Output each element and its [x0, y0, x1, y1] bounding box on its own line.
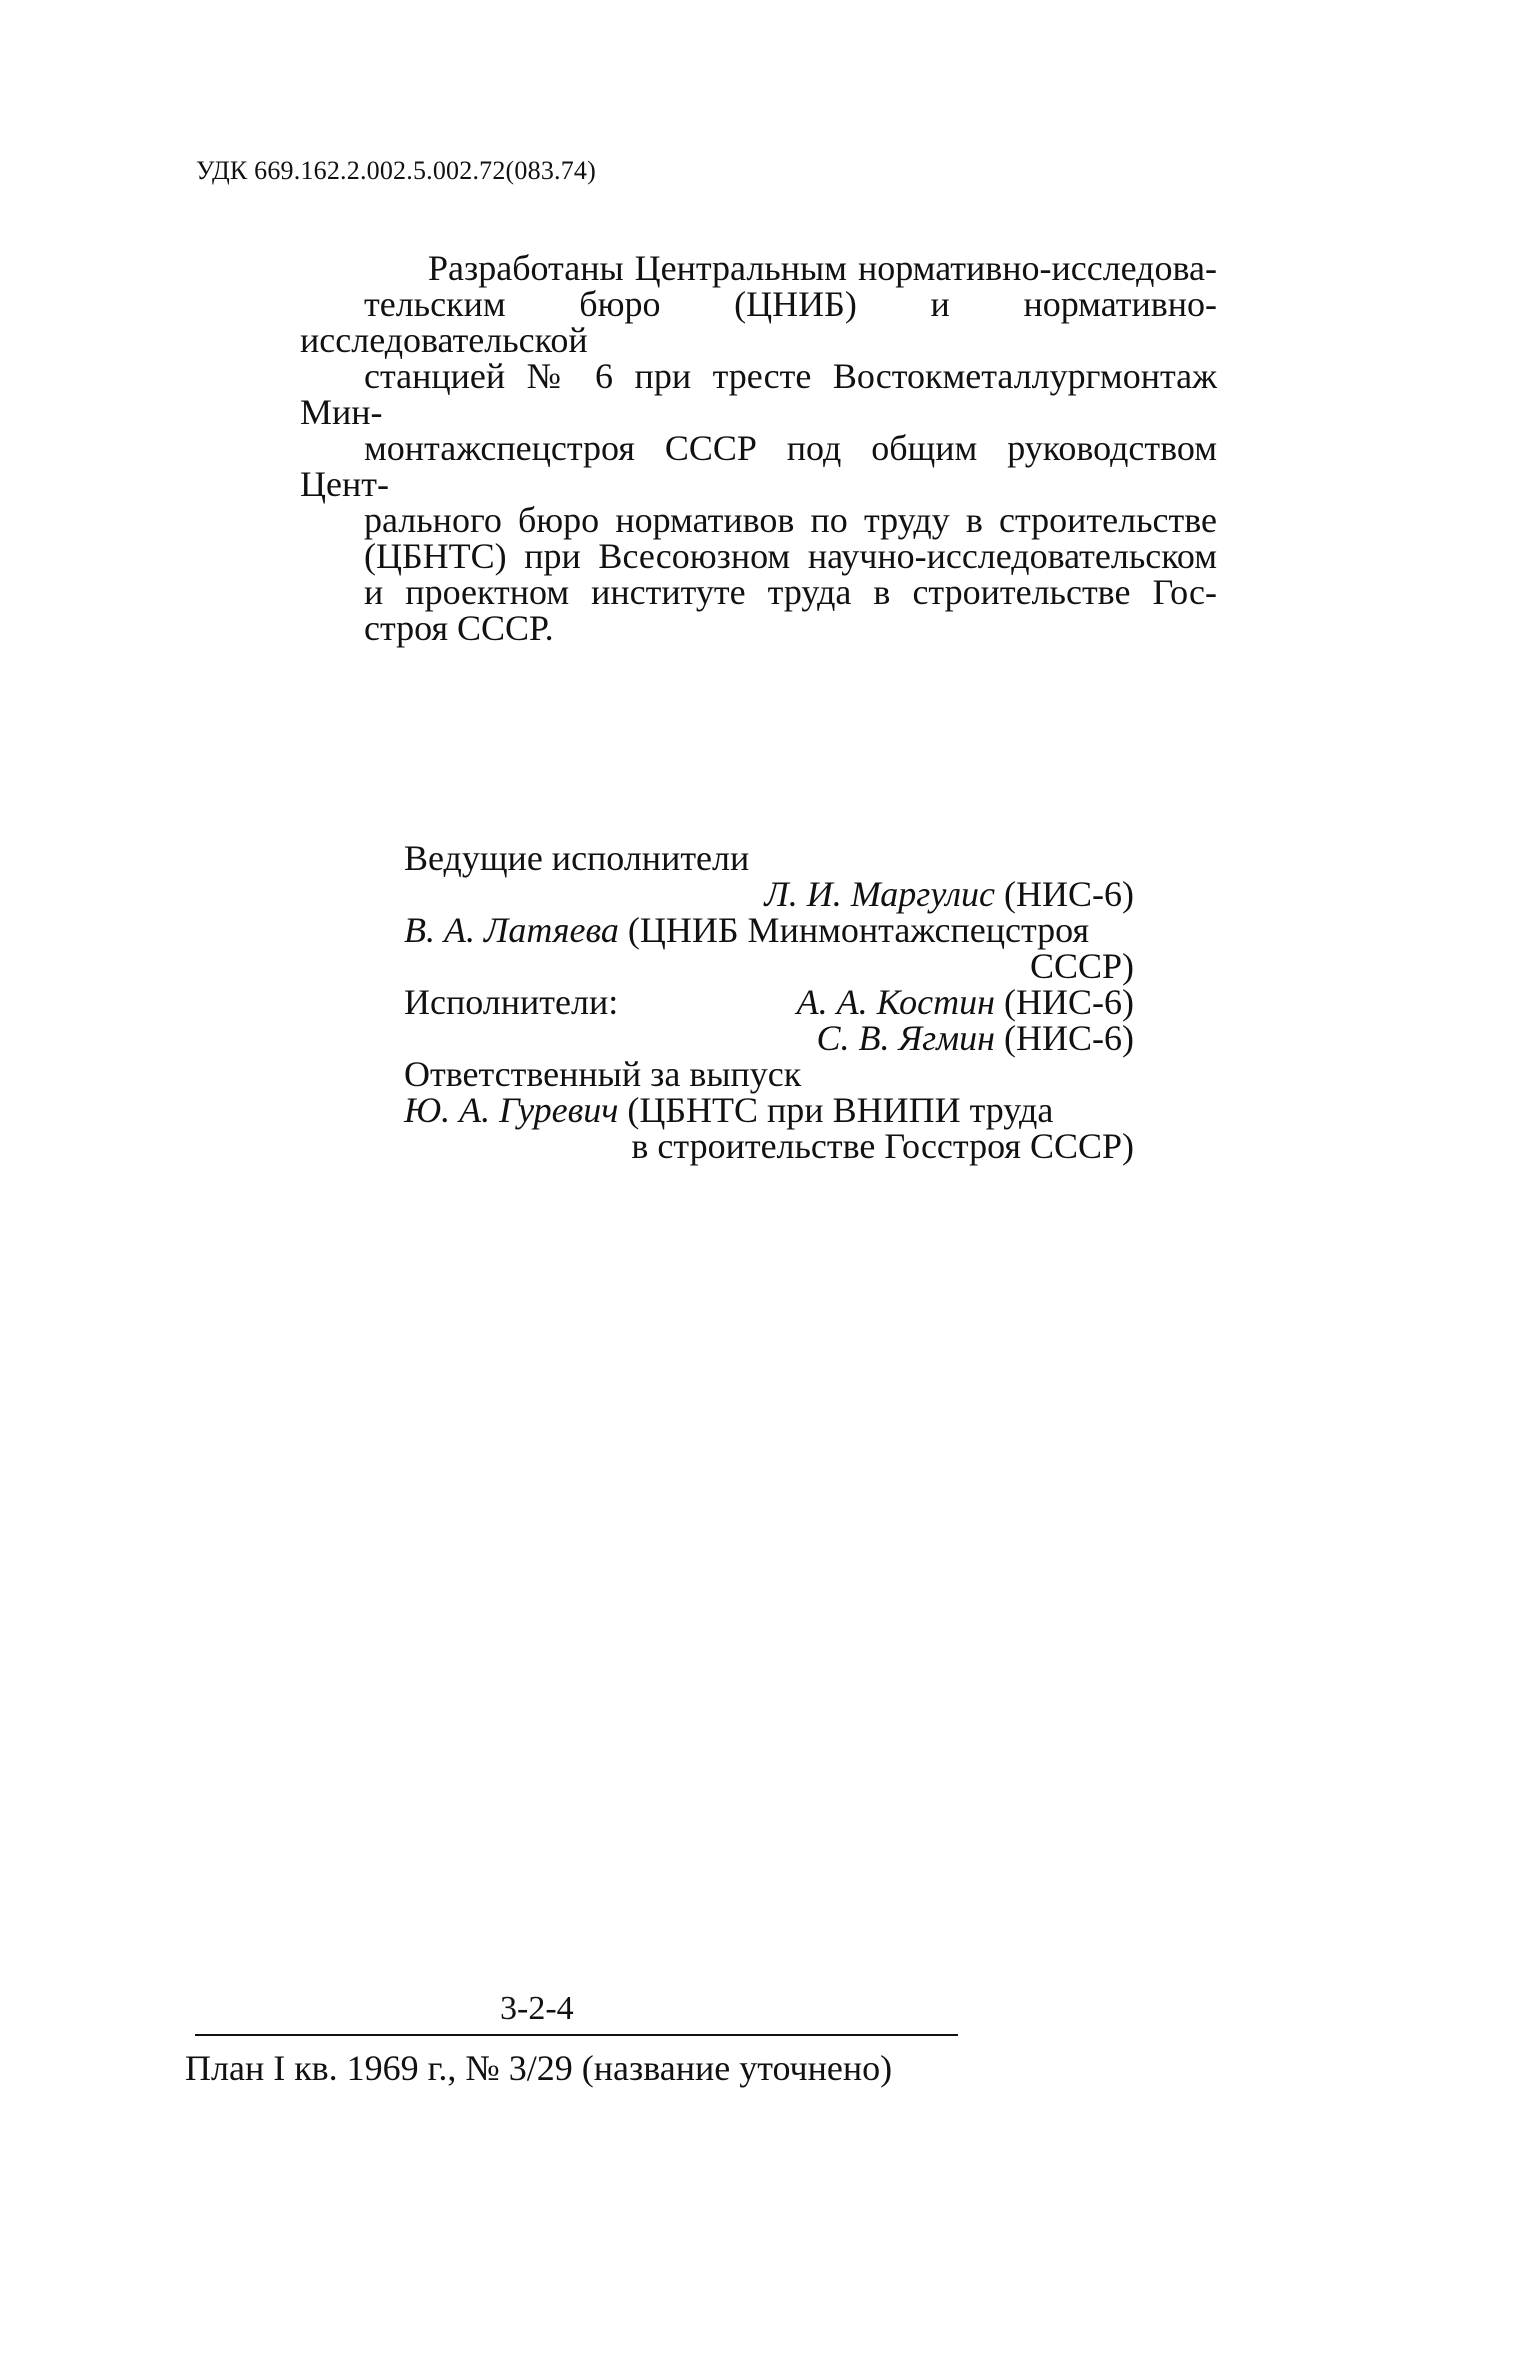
plan-line: План I кв. 1969 г., № 3/29 (название уточнено)	[185, 2048, 893, 2088]
intro-line: станцией № 6 при тресте Востокметаллургмонтаж Мин-	[300, 356, 1217, 432]
person-name: С. В. Ягмин	[816, 1018, 996, 1058]
responsible-person	[404, 1092, 1134, 1128]
intro-line: тельским бюро (ЦНИБ) и нормативно-исследовательской	[300, 284, 1217, 360]
person-affil: (ЦНИБ Минмонтажспецстроя	[627, 910, 1090, 950]
person-name: Ю. А. Гуревич	[404, 1090, 619, 1130]
person-affil: (НИС-6)	[1004, 874, 1134, 914]
person-name: А. А. Костин	[796, 982, 996, 1022]
intro-line: (ЦБНТС) при Всесоюзном научно-исследовательском	[364, 536, 1217, 576]
intro-paragraph	[300, 250, 1217, 646]
udk-code: УДК 669.162.2.002.5.002.72(083.74)	[196, 156, 596, 185]
performer-2	[404, 1020, 1134, 1056]
intro-line: и проектном институте труда в строительстве Гос-	[364, 572, 1217, 612]
footer-code: 3-2-4	[500, 1990, 574, 2027]
person-affil: (НИС-6)	[1004, 1018, 1134, 1058]
leading-label: Ведущие исполнители	[404, 838, 750, 878]
person-name: В. А. Латяева	[404, 910, 619, 950]
responsible-label: Ответственный за выпуск	[404, 1054, 802, 1094]
credits-block	[404, 840, 1134, 1164]
responsible-person-cont: в строительстве Госстроя СССР)	[631, 1126, 1134, 1166]
performers-label: Исполнители:	[404, 982, 619, 1022]
person-affil: (НИС-6)	[1004, 982, 1134, 1022]
performer-row-1	[404, 984, 1134, 1020]
person-affil: (ЦБНТС при ВНИПИ труда	[627, 1090, 1054, 1130]
leading-person-2	[404, 912, 1134, 948]
person-name: Л. И. Маргулис	[764, 874, 996, 914]
footer-divider	[195, 2034, 958, 2036]
intro-line: монтажспецстроя СССР под общим руководством Цент-	[300, 428, 1217, 504]
performer-1	[797, 984, 1134, 1020]
leading-person-1	[404, 876, 1134, 912]
intro-line: строя СССР.	[364, 608, 554, 648]
intro-line: рального бюро нормативов по труду в строительстве	[364, 500, 1217, 540]
leading-person-2-cont: СССР)	[1029, 946, 1134, 986]
intro-line: Разработаны Центральным нормативно-исследова-	[428, 248, 1217, 288]
